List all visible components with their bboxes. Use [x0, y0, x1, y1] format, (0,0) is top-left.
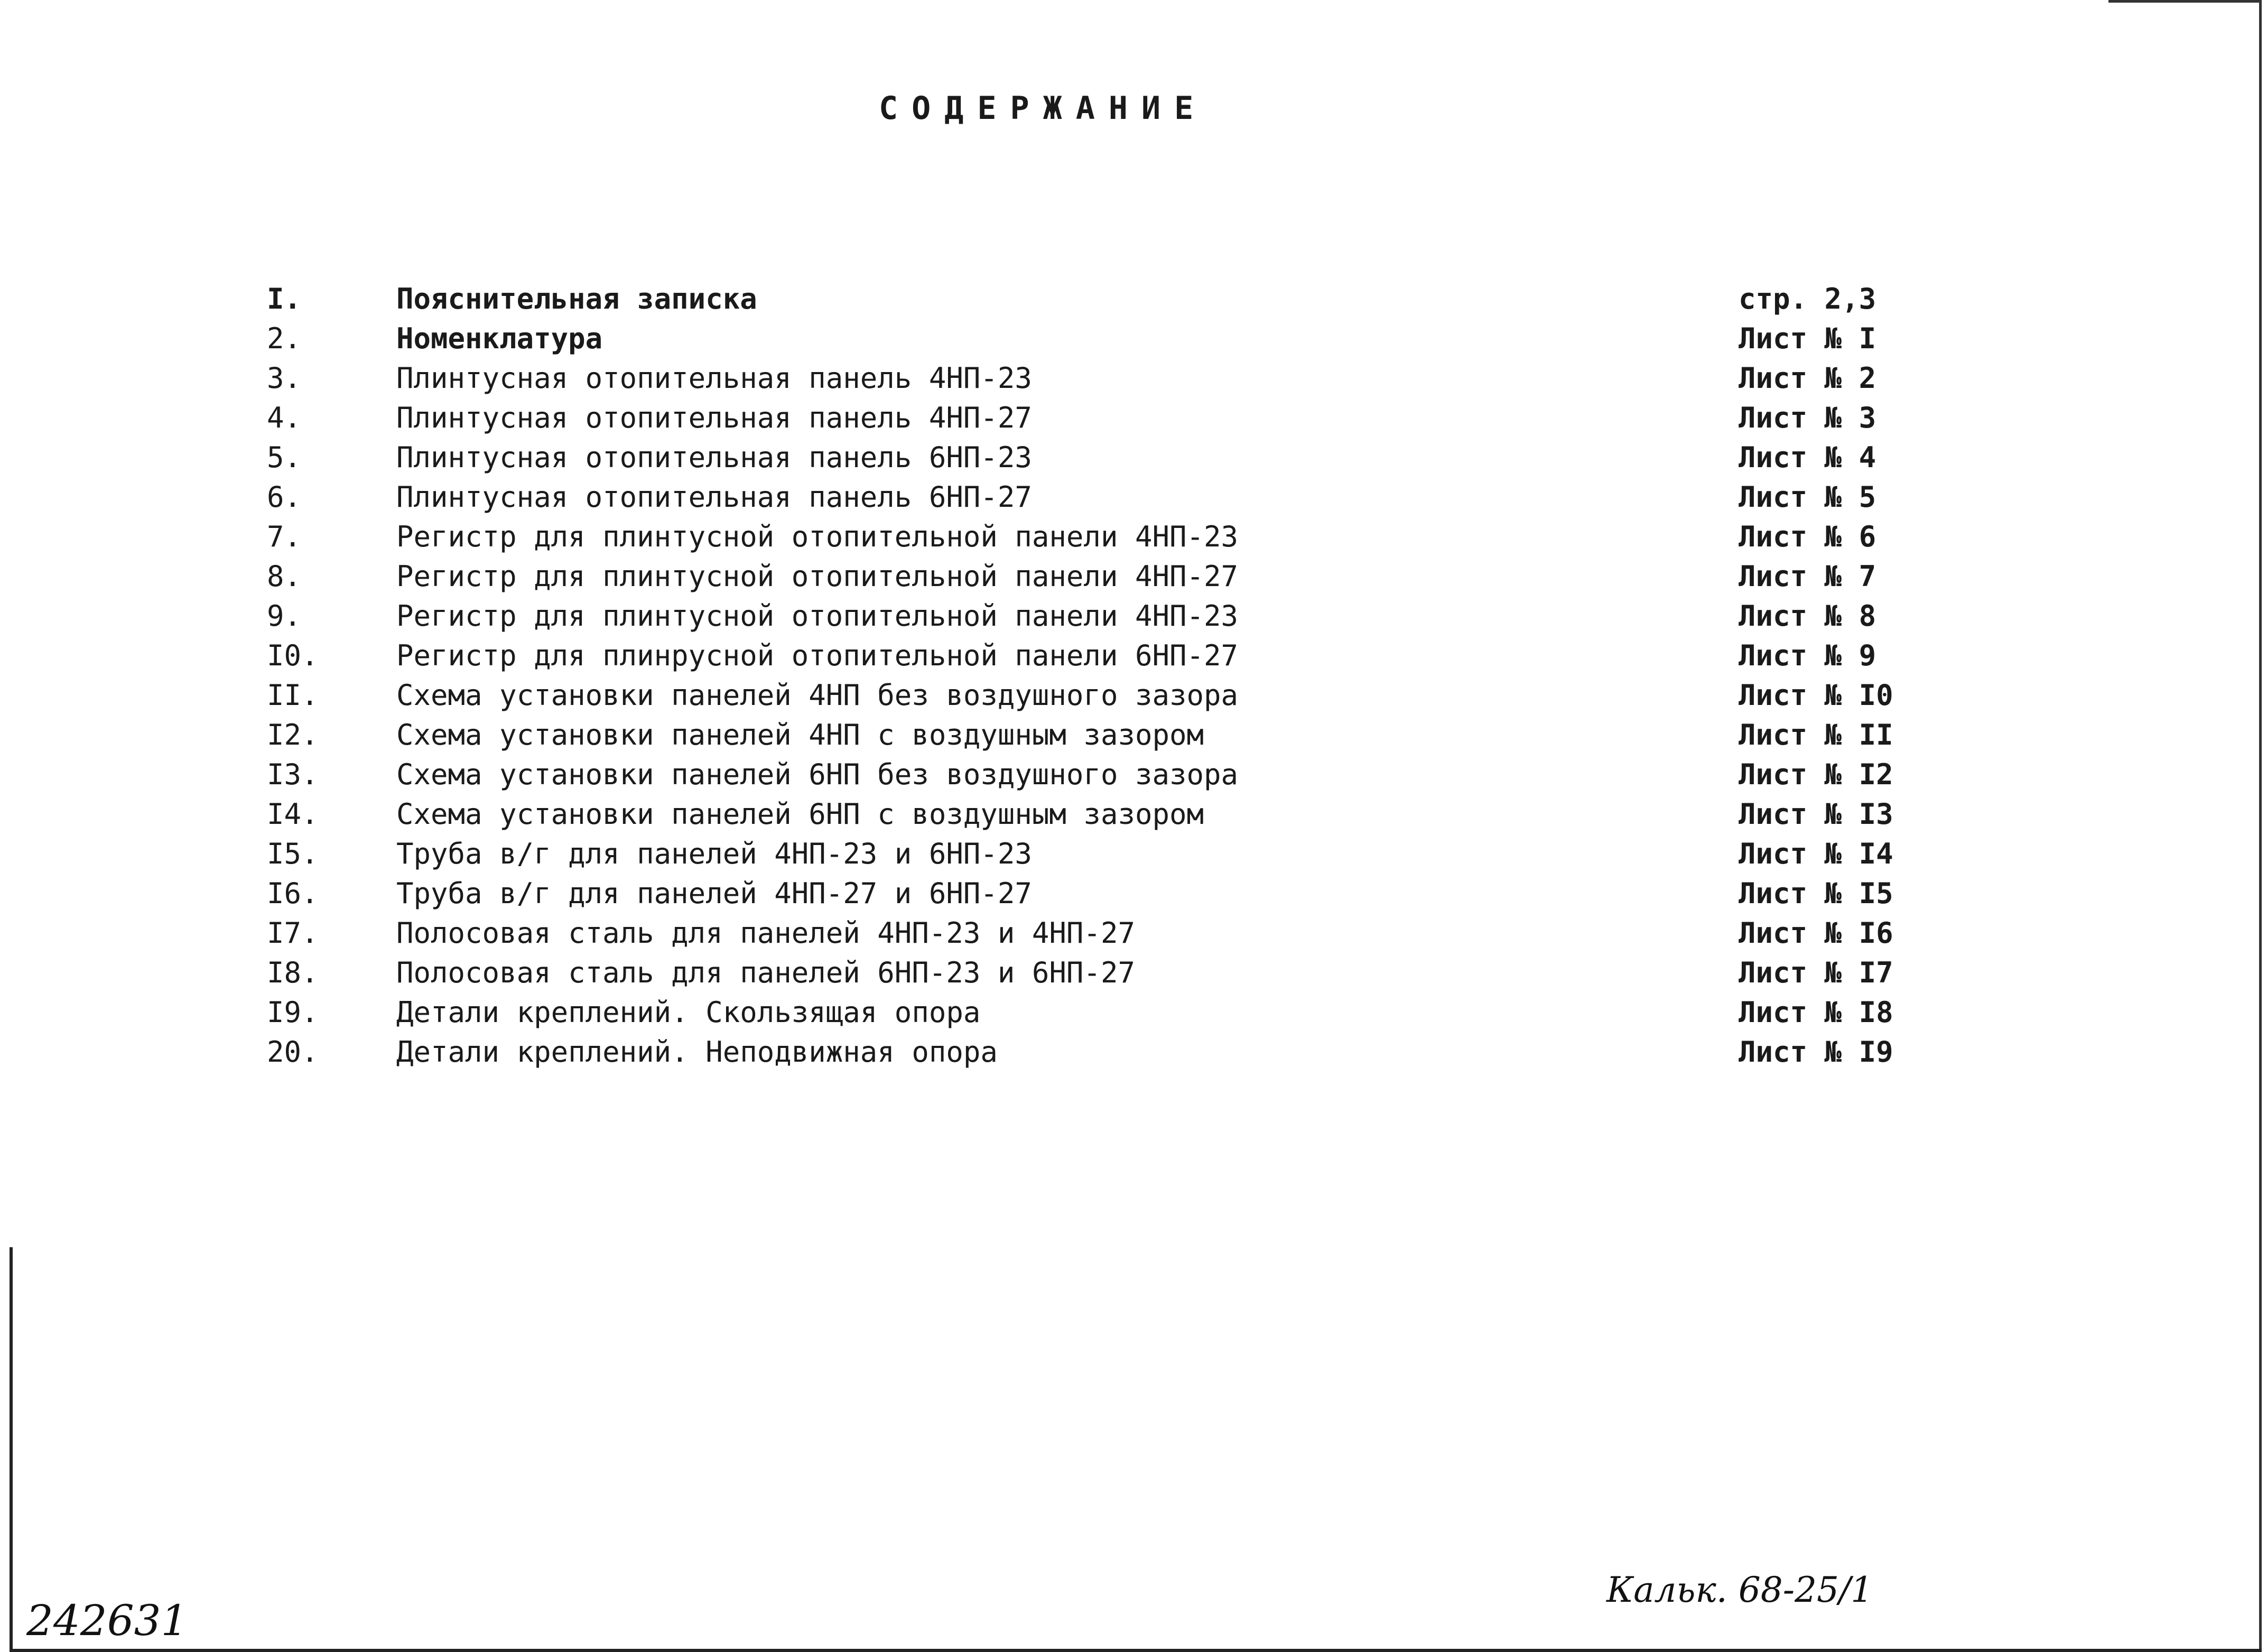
toc-row	[0, 441, 2267, 478]
toc-row	[0, 322, 2267, 359]
toc-title: Полосовая сталь для панелей 4НП-23 и 4НП-27	[396, 916, 1135, 950]
toc-sheet-ref: Лист № I	[1739, 322, 1876, 355]
toc-row	[0, 282, 2267, 319]
toc-sheet-ref: Лист № 2	[1739, 361, 1876, 395]
toc-sheet-ref: Лист № I0	[1739, 679, 1893, 712]
toc-number: I2.	[267, 718, 319, 751]
toc-row	[0, 480, 2267, 517]
toc-number: II.	[267, 679, 319, 712]
toc-sheet-ref: Лист № 6	[1739, 520, 1876, 553]
toc-number: I0.	[267, 639, 319, 672]
toc-sheet-ref: Лист № I7	[1739, 956, 1893, 989]
toc-sheet-ref: Лист № 9	[1739, 639, 1876, 672]
toc-sheet-ref: Лист № I6	[1739, 916, 1893, 950]
toc-sheet-ref: Лист № I5	[1739, 877, 1893, 910]
toc-number: I3.	[267, 758, 319, 791]
toc-sheet-ref: Лист № I2	[1739, 758, 1893, 791]
toc-row	[0, 996, 2267, 1033]
toc-row	[0, 639, 2267, 676]
toc-title: Труба в/г для панелей 4НП-23 и 6НП-23	[396, 837, 1032, 870]
toc-title: Полосовая сталь для панелей 6НП-23 и 6НП-27	[396, 956, 1135, 989]
inventory-number-handwritten: 242631	[26, 1596, 188, 1645]
toc-row	[0, 797, 2267, 834]
toc-title: Труба в/г для панелей 4НП-27 и 6НП-27	[396, 877, 1032, 910]
toc-row	[0, 916, 2267, 953]
toc-title: Схема установки панелей 6НП с воздушным зазором	[396, 797, 1204, 831]
kalk-note-handwritten: Кальк. 68-25/1	[1606, 1570, 1873, 1610]
toc-sheet-ref: Лист № I3	[1739, 797, 1893, 831]
toc-title: Плинтусная отопительная панель 6НП-27	[396, 480, 1032, 514]
toc-number: 2.	[267, 322, 302, 355]
toc-row	[0, 361, 2267, 398]
toc-title: Пояснительная записка	[396, 282, 757, 315]
toc-sheet-ref: Лист № 8	[1739, 599, 1876, 633]
toc-number: 20.	[267, 1035, 319, 1069]
toc-number: 8.	[267, 560, 302, 593]
toc-row	[0, 679, 2267, 716]
toc-title: Детали креплений. Неподвижная опора	[396, 1035, 998, 1069]
toc-title: Номенклатура	[396, 322, 603, 355]
toc-number: I9.	[267, 996, 319, 1029]
toc-title: Плинтусная отопительная панель 4НП-27	[396, 401, 1032, 434]
document-title: СОДЕРЖАНИЕ	[879, 90, 1207, 127]
toc-sheet-ref: Лист № I9	[1739, 1035, 1893, 1069]
toc-sheet-ref: Лист № I8	[1739, 996, 1893, 1029]
toc-number: 4.	[267, 401, 302, 434]
toc-sheet-ref: Лист № 4	[1739, 441, 1876, 474]
toc-sheet-ref: Лист № 5	[1739, 480, 1876, 514]
toc-title: Схема установки панелей 6НП без воздушного зазора	[396, 758, 1239, 791]
toc-number: I4.	[267, 797, 319, 831]
toc-title: Регистр для плинрусной отопительной панели 6НП-27	[396, 639, 1239, 672]
toc-row	[0, 837, 2267, 874]
toc-title: Детали креплений. Скользящая опора	[396, 996, 981, 1029]
toc-title: Схема установки панелей 4НП с воздушным зазором	[396, 718, 1204, 751]
toc-number: 5.	[267, 441, 302, 474]
toc-number: I8.	[267, 956, 319, 989]
toc-row	[0, 877, 2267, 914]
toc-number: I5.	[267, 837, 319, 870]
toc-title: Регистр для плинтусной отопительной панели 4НП-27	[396, 560, 1239, 593]
toc-title: Регистр для плинтусной отопительной панели 4НП-23	[396, 599, 1239, 633]
toc-sheet-ref: Лист № 3	[1739, 401, 1876, 434]
toc-row	[0, 401, 2267, 438]
toc-number: I6.	[267, 877, 319, 910]
toc-number: 7.	[267, 520, 302, 553]
toc-title: Схема установки панелей 4НП без воздушного зазора	[396, 679, 1239, 712]
toc-number: 3.	[267, 361, 302, 395]
toc-number: I.	[267, 282, 302, 315]
toc-title: Плинтусная отопительная панель 4НП-23	[396, 361, 1032, 395]
toc-number: 9.	[267, 599, 302, 633]
toc-row	[0, 599, 2267, 636]
toc-row	[0, 956, 2267, 993]
toc-sheet-ref: Лист № II	[1739, 718, 1893, 751]
toc-row	[0, 520, 2267, 557]
toc-sheet-ref: Лист № I4	[1739, 837, 1893, 870]
toc-title: Плинтусная отопительная панель 6НП-23	[396, 441, 1032, 474]
toc-row	[0, 718, 2267, 755]
toc-row	[0, 1035, 2267, 1072]
toc-number: 6.	[267, 480, 302, 514]
toc-sheet-ref: Лист № 7	[1739, 560, 1876, 593]
toc-row	[0, 560, 2267, 597]
toc-row	[0, 758, 2267, 795]
toc-title: Регистр для плинтусной отопительной панели 4НП-23	[396, 520, 1239, 553]
toc-sheet-ref: стр. 2,3	[1739, 282, 1876, 315]
toc-number: I7.	[267, 916, 319, 950]
